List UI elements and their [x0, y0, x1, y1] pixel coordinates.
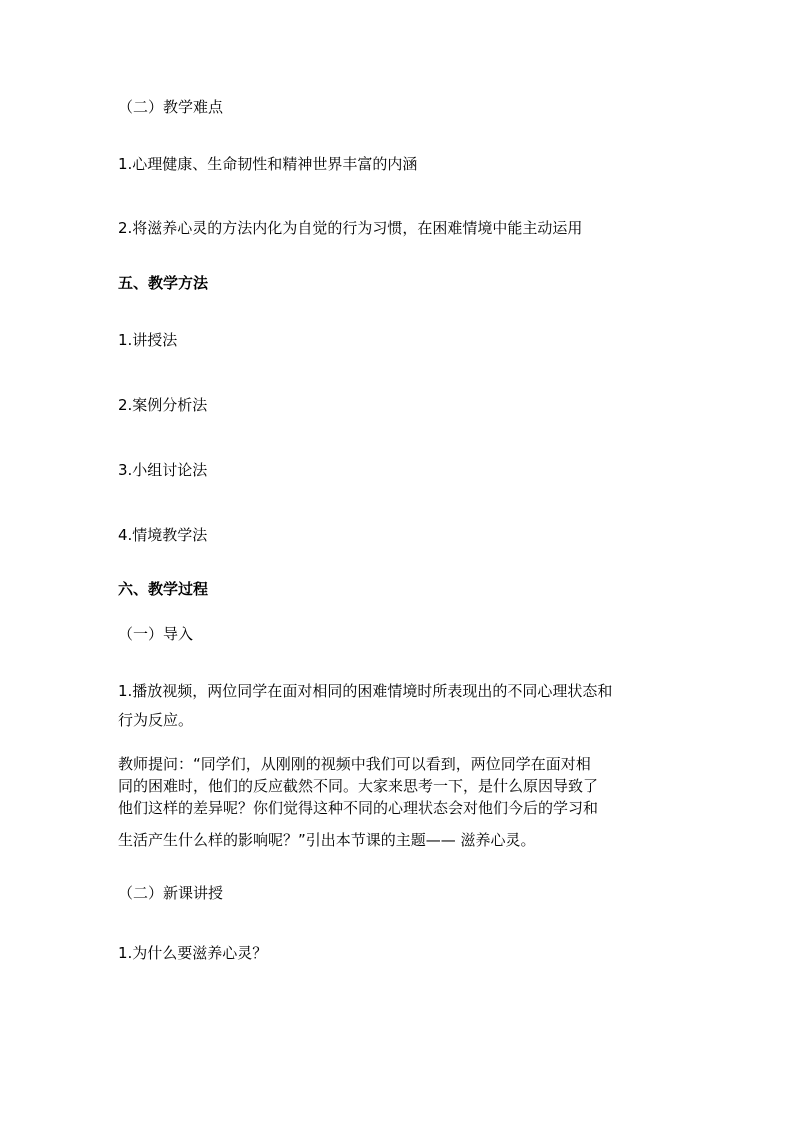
intro-item-1-line-2: 行为反应。 — [118, 711, 194, 729]
section-heading-teaching-process: 六、教学过程 — [118, 580, 209, 598]
teacher-question-paragraph — [118, 753, 678, 851]
teacher-question-line-1: 教师提问：“同学们，从刚刚的视频中我们可以看到，两位同学在面对相 — [118, 755, 591, 773]
difficulty-item-1: 1.心理健康、生命韧性和精神世界丰富的内涵 — [118, 155, 418, 173]
teacher-question-line-3: 他们这样的差异呢？你们觉得这种不同的心理状态会对他们今后的学习和 — [118, 799, 599, 817]
teacher-question-line-2: 同的困难时，他们的反应截然不同。大家来思考一下，是什么原因导致了 — [118, 777, 599, 795]
new-lesson-item-1: 1.为什么要滋养心灵？ — [118, 944, 268, 962]
subsection-heading-introduction: （一）导入 — [118, 625, 194, 643]
intro-item-1-line-1: 1.播放视频，两位同学在面对相同的困难情境时所表现出的不同心理状态和 — [118, 682, 613, 700]
section-heading-teaching-methods: 五、教学方法 — [118, 274, 209, 292]
method-item-3: 3.小组讨论法 — [118, 461, 208, 479]
intro-item-1 — [118, 680, 678, 731]
subsection-heading-new-lesson: （二）新课讲授 — [118, 884, 224, 902]
section-heading-teaching-difficulties: （二）教学难点 — [118, 98, 224, 116]
method-item-4: 4.情境教学法 — [118, 526, 208, 544]
difficulty-item-2: 2.将滋养心灵的方法内化为自觉的行为习惯，在困难情境中能主动运用 — [118, 219, 583, 237]
teacher-question-line-4: 生活产生什么样的影响呢？”引出本节课的主题—— 滋养心灵。 — [118, 831, 536, 849]
method-item-2: 2.案例分析法 — [118, 396, 208, 414]
method-item-1: 1.讲授法 — [118, 331, 178, 349]
